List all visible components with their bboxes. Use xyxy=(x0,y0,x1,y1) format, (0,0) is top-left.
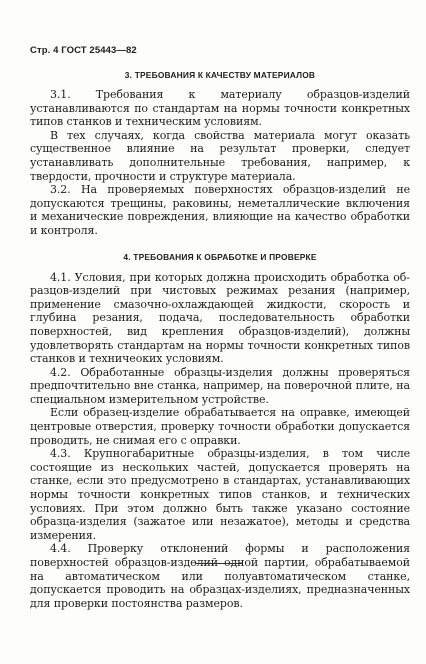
section-4-title: 4. ТРЕБОВАНИЯ К ОБРАБОТКЕ И ПРОВЕРКЕ xyxy=(123,251,317,262)
paragraph-3-1: 3.1. Требования к материалу образцов-изделий устанавливаются по стандартам на нормы точности конкретных типов станков и техническим условиям. xyxy=(30,88,410,129)
section-3-title: 3. ТРЕБОВАНИЯ К КАЧЕСТВУ МАТЕРИАЛОВ xyxy=(124,70,316,80)
paragraph-3-2: 3.2. На проверяемых поверхностях образцов-изделий не допускаются трещины, раковины, неметаллические включения и механические повреждения, влияющие на качество обработки и контроля. xyxy=(30,183,410,237)
page-header: Стр. 4 ГОСТ 25443—82 xyxy=(30,45,137,56)
paragraph-4-4: 4.4. Проверку отклонений формы и расположения поверхностей образцов-изделий одной партии, обрабатываемой на автоматическом или полуавтоматическом станке, допускается проводить на образцах-изделиях, предназначенных для проверки постоянства размеров. xyxy=(30,542,410,610)
paragraph-4-2-note: Если образец-изделие обрабатывается на оправке, имеющей центровые отверстия, проверку точности обработки допускается проводить, не снимая его с оправки. xyxy=(30,406,410,447)
paragraph-4-1: 4.1. Условия, при которых должна происходить обработка образцов-изделий при чистовых режимах резания (например, применение смазочно-охлаждающей жидкости, скорость и глубина резания, подача, последовательность обработки поверхностей, вид крепления образцов-изделий), должны удовлетворять стандартам на нормы точности конкретных типов станков и техничеоких условиям. xyxy=(30,270,410,366)
paragraph-4-3: 4.3. Крупногабаритные образцы-изделия, в том числе состоящие из нескольких частей, допускается проверять на станке, если это предусмотрено в стандартах, устанавливающих нормы точности конкретных типов станков, и технических условиях. При этом должно быть также указано состояние образца-изделия (зажатое или незажатое), методы и средства измерения. xyxy=(30,447,410,542)
paragraph-4-2: 4.2. Обработанные образцы-изделия должны проверяться предпочтительно вне станка, например, на поверочной плите, на специальном измерительном устройстве. xyxy=(30,365,410,406)
paragraph-3-1-note: В тех случаях, когда свойства материала могут оказать существенное влияние на результат проверки, следует устанавливать дополнительные требования, например, к твердости, прочности и структуре материала. xyxy=(30,128,410,183)
end-rule xyxy=(195,563,243,564)
page-content xyxy=(30,70,410,610)
